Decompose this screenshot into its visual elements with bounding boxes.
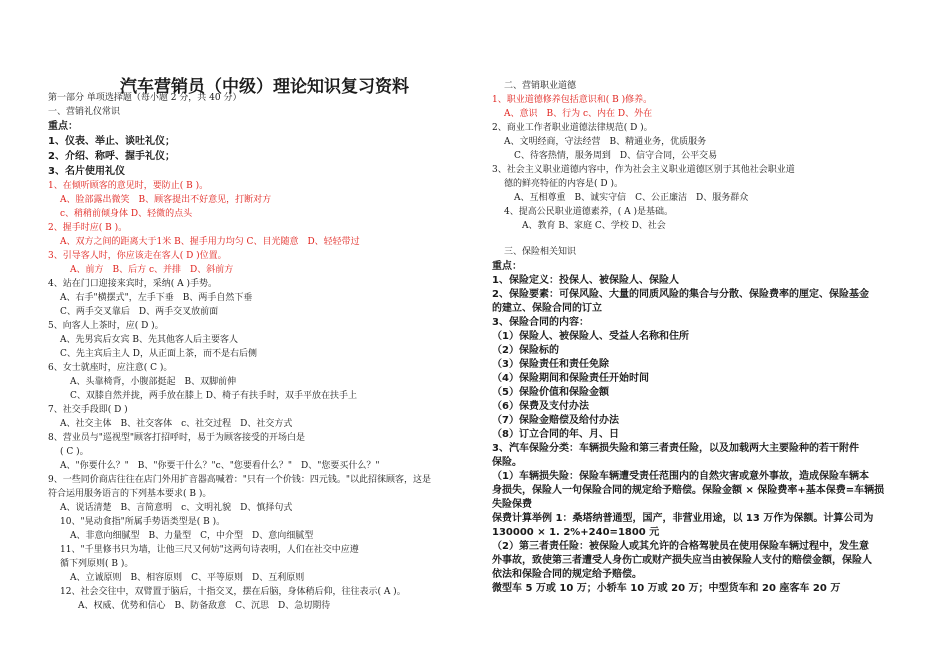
right-line: A、文明经商，守法经营 B、精通业务，优质服务 — [504, 137, 707, 147]
right-line: A、意识 B、行为 c、内在 D、外在 — [504, 109, 653, 119]
left-line: 1、在倾听顾客的意见时，要防止( B )。 — [48, 181, 209, 191]
left-line: ( C )。 — [60, 447, 89, 457]
left-line: 第一部分 单项选择题（每小题 2 分，共 40 分） — [48, 93, 242, 103]
right-line: 2、保险要素：可保风险、大量的同质风险的集合与分散、保险费率的厘定、保险基金 — [492, 289, 869, 300]
left-line: 8、营业员与"巡视型"顾客打招呼时，易于为顾客接受的开场白是 — [48, 433, 306, 443]
right-line: 依法和保险合同的规定给予赔偿。 — [492, 569, 642, 580]
left-line: A、右手"横摆式"，左手下垂 B、两手自然下垂 — [60, 293, 253, 303]
left-line: 循下列原则( B )。 — [60, 559, 134, 569]
left-line: A、社交主体 B、社交客体 c、社交过程 D、社交方式 — [60, 419, 293, 429]
left-line: A、立诚原则 B、相容原则 C、平等原则 D、互利原则 — [70, 573, 305, 583]
right-line: A、教育 B、家庭 C、学校 D、社会 — [522, 221, 666, 231]
right-line: 微型车 5 万或 10 万；小轿车 10 万或 20 万；中型货车和 20 座客车 20 万 — [492, 583, 841, 594]
left-line: 10、"晃动食指"所属手势语类型是( B )。 — [60, 517, 226, 527]
left-line: A、前方 B、后方 c、并排 D、斜前方 — [70, 265, 234, 275]
right-line: （2）第三者责任险：被保险人或其允许的合格驾驶员在使用保险车辆过程中，发生意 — [492, 541, 869, 552]
left-line: 3、名片使用礼仪 — [48, 166, 125, 177]
left-line: 6、女士就座时，应注意( C )。 — [48, 363, 173, 373]
left-line: A、先男宾后女宾 B、先其他客人后主要客人 — [60, 335, 238, 345]
right-line: （2）保险标的 — [492, 345, 559, 356]
right-line: 3、保险合同的内容： — [492, 317, 589, 328]
right-line: （7）保险金赔偿及给付办法 — [492, 415, 619, 426]
left-line: 2、握手时应( B )。 — [48, 223, 128, 233]
left-line: A、权威、优势和信心 B、防备敌意 C、沉思 D、急切期待 — [78, 601, 331, 611]
left-line: C、两手交叉靠后 D、两手交叉放前面 — [60, 307, 219, 317]
right-line: A、互相尊重 B、诚实守信 C、公正廉洁 D、服务群众 — [514, 193, 749, 203]
left-line: 9、一些同价商店往往在店门外用扩音器高喊着："只有一个价钱：四元钱。"以此招徕顾客，这是 — [48, 475, 432, 485]
right-line: 4、提高公民职业道德素养，( A )是基础。 — [504, 207, 673, 217]
right-line: （3）保险责任和责任免除 — [492, 359, 609, 370]
left-line: A、非意向细腻型 B、力量型 C，中介型 D、意向细腻型 — [70, 531, 314, 541]
right-line: 1、保险定义：投保人、被保险人、保险人 — [492, 275, 679, 286]
right-line: （1）保险人、被保险人、受益人名称和住所 — [492, 331, 689, 342]
left-line: C、双膝自然并拢，两手放在膝上 D、椅子有扶手时，双手平放在扶手上 — [70, 391, 357, 401]
right-line: （1）车辆损失险：保险车辆遭受责任范围内的自然灾害或意外事故，造成保险车辆本 — [492, 471, 869, 482]
right-line: （8）订立合同的年、月、日 — [492, 429, 619, 440]
left-line: A、脸部露出微笑 B、顾客提出不好意见，打断对方 — [60, 195, 272, 205]
left-line: 5、向客人上茶时，应( D )。 — [48, 321, 164, 331]
left-line: 4、站在门口迎接来宾时，采纳( A )手势。 — [48, 279, 217, 289]
right-line: 的建立、保险合同的订立 — [492, 303, 602, 314]
right-line: 重点： — [492, 261, 522, 272]
left-line: A、头靠椅背，小腹部挺起 B、双脚前伸 — [70, 377, 237, 387]
right-line: 三、保险相关知识 — [504, 247, 577, 257]
left-line: 7、社交手段即( D ) — [48, 405, 128, 415]
left-line: 12、社会交往中，双臂置于脑后，十指交叉，摆在后脑，身体稍后仰，往往表示( A )。 — [60, 587, 406, 597]
left-line: A、说话清楚 B、言简意明 c、文明礼貌 D、慎择句式 — [60, 503, 293, 513]
left-line: 符合运用服务语言的下列基本要求( B )。 — [48, 489, 212, 499]
right-line: 二、营销职业道德 — [504, 81, 577, 91]
right-line: 失险保费 — [492, 499, 532, 510]
left-line: C、先主宾后主人 D，从正面上茶，而不是右后侧 — [60, 349, 257, 359]
right-line: 3、汽车保险分类：车辆损失险和第三者责任险，以及加载两大主要险种的若干附件 — [492, 443, 859, 454]
right-line: 身损失，保险人一句保险合同的规定给予赔偿。保险金额 × 保险费率+基本保费=车辆损 — [492, 485, 885, 496]
left-line: 3、引导客人时，你应该走在客人( D )位置。 — [48, 251, 227, 261]
right-line: C、待客热情，服务周到 D、信守合同，公平交易 — [514, 151, 718, 161]
right-line: 2、商业工作者职业道德法律规范( D )。 — [492, 123, 653, 133]
left-line: 1、仪表、举止、谈吐礼仪； — [48, 136, 175, 147]
right-line: （5）保险价值和保险金额 — [492, 387, 609, 398]
left-line: A、"你要什么？" B、"你要干什么？"c、"您要看什么？" D、"您要买什么？" — [60, 461, 380, 471]
right-line: 130000 × 1. 2%+240=1800 元 — [492, 527, 660, 538]
right-line: 3、社会主义职业道德内容中，作为社会主义职业道德区别于其他社会职业道 — [492, 165, 795, 175]
right-line: 保险。 — [492, 457, 522, 468]
left-line: 11、"千里修书只为墙，让他三尺又何妨"这两句诗表明，人们在社交中应遵 — [60, 545, 359, 555]
document-title: 汽车营销员（中级）理论知识复习资料 — [120, 77, 409, 97]
left-line: 2、介绍、称呼、握手礼仪； — [48, 151, 175, 162]
right-line: 外事故，致使第三者遭受人身伤亡或财产损失应当由被保险人支付的赔偿金额，保险人 — [492, 555, 872, 566]
right-line: 1、职业道德修养包括意识和( B )修养。 — [492, 95, 653, 105]
left-line: A、双方之间的距离大于1米 B、握手用力均匀 C、目光随意 D、轻轻带过 — [60, 237, 360, 247]
right-line: （6）保费及支付办法 — [492, 401, 589, 412]
left-line: 重点： — [48, 121, 78, 132]
left-line: 一、营销礼仪常识 — [48, 107, 121, 117]
right-line: 德的鲜亮特征的内容是( D )。 — [504, 179, 623, 189]
left-line: c、稍稍前倾身体 D、轻微的点头 — [60, 209, 193, 219]
right-line: （4）保险期间和保险责任开始时间 — [492, 373, 649, 384]
right-line: 保费计算举例 1：桑塔纳普通型，国产，非营业用途，以 13 万作为保额。计算公司为 — [492, 513, 874, 524]
